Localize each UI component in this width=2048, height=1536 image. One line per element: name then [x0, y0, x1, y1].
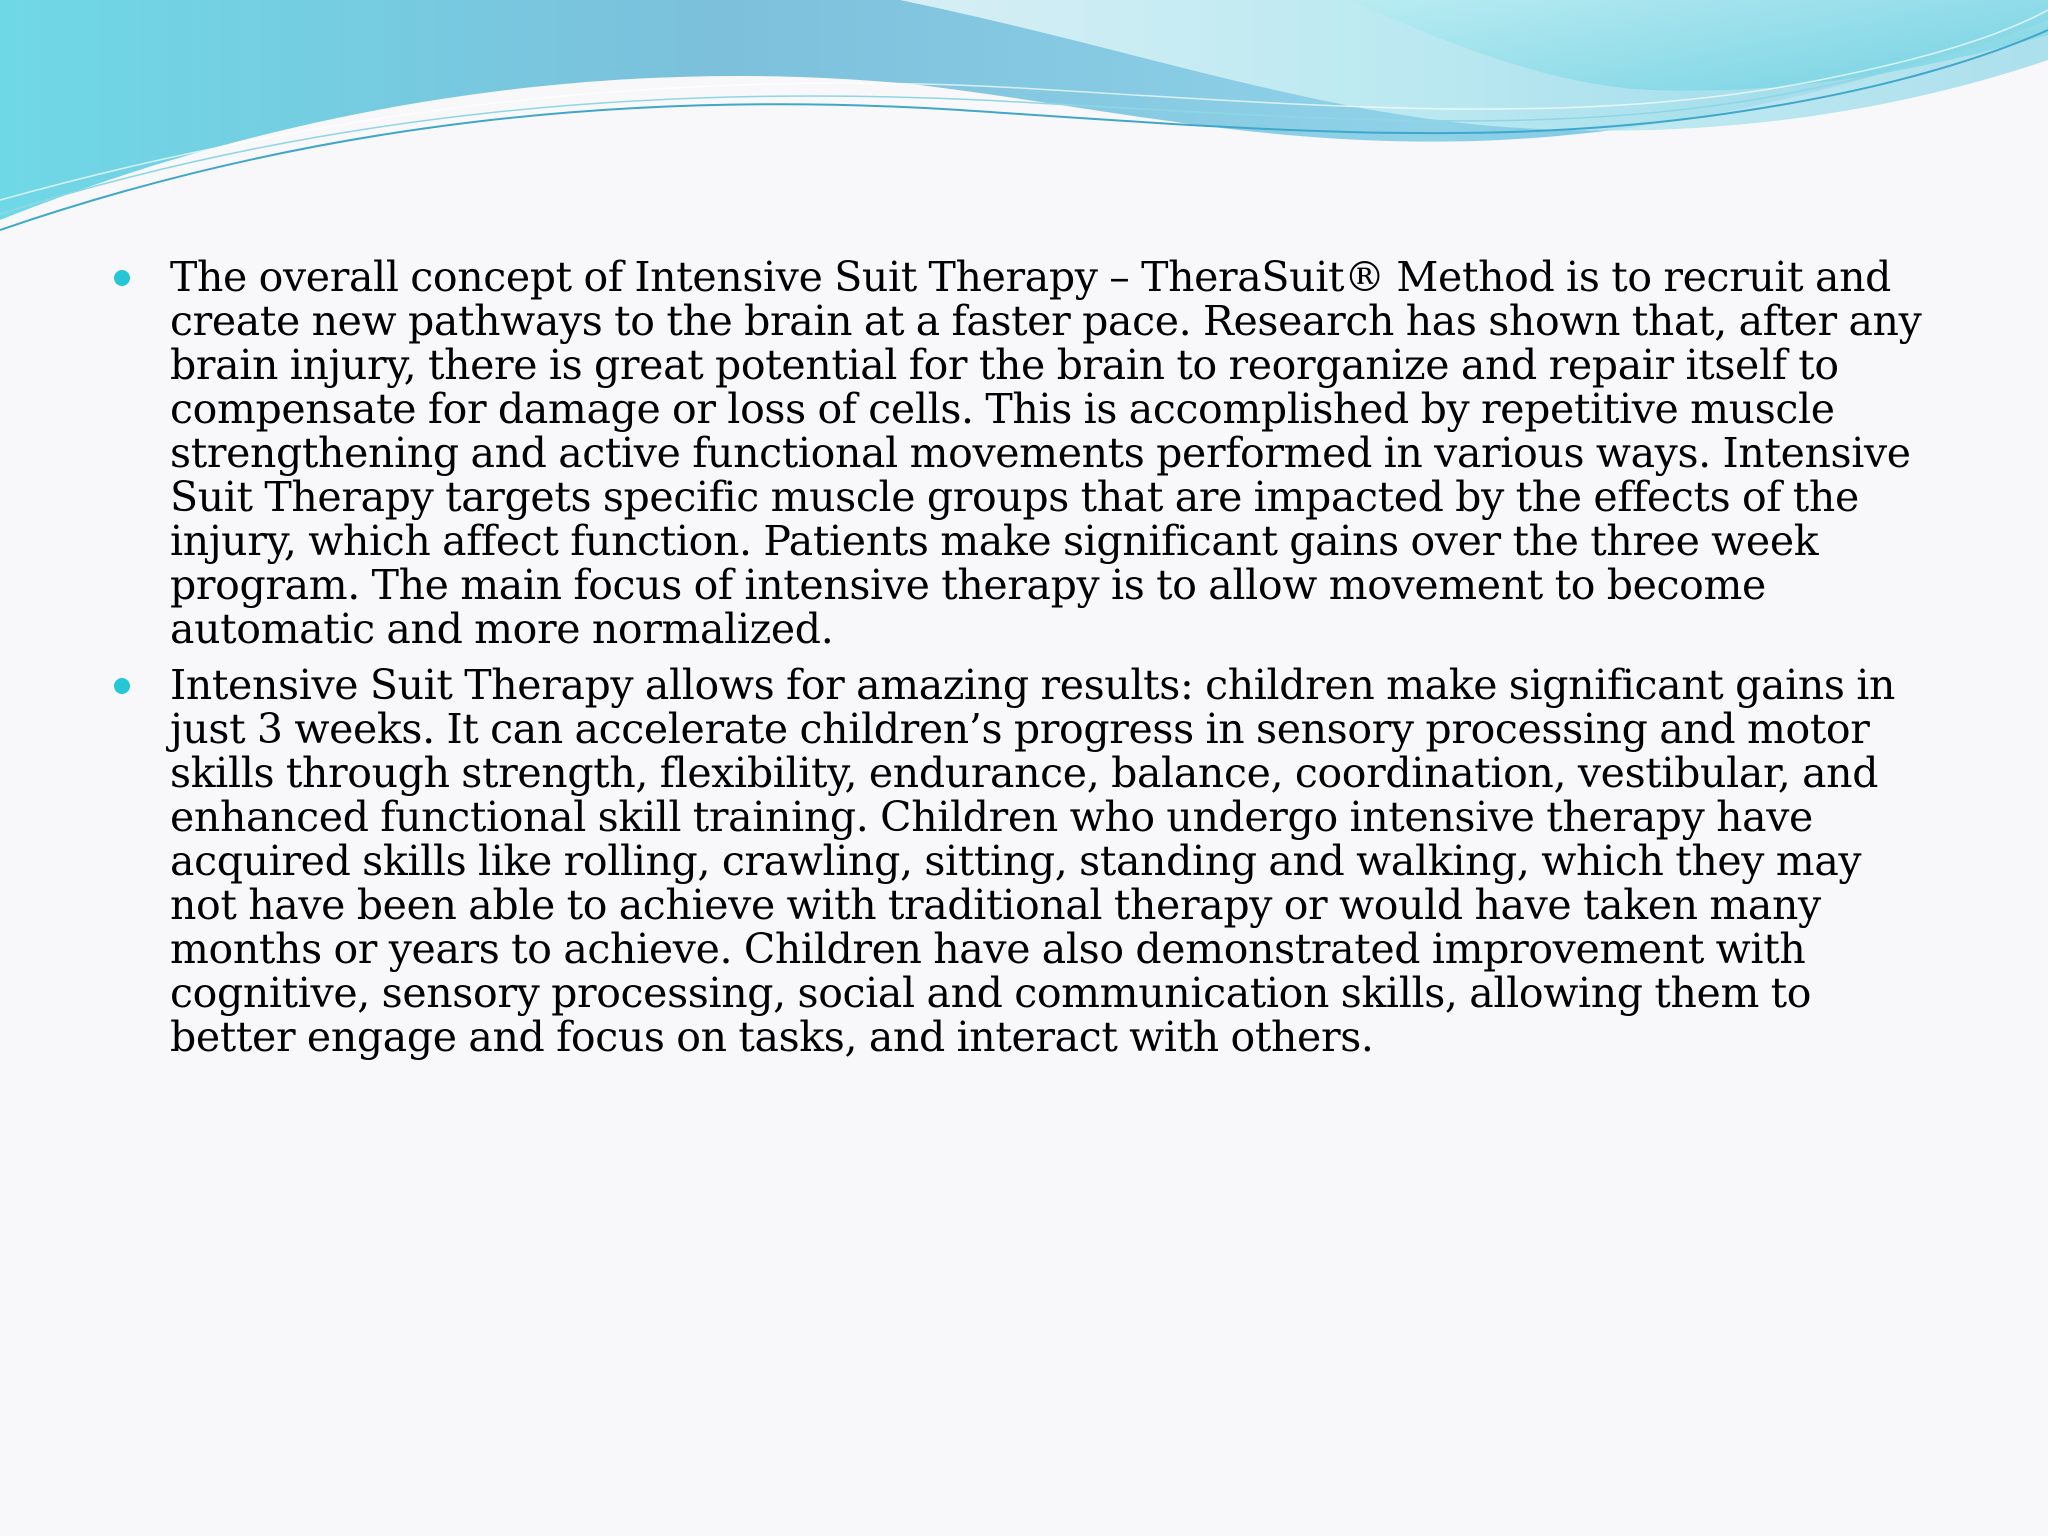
- decorative-wave-header: [0, 0, 2048, 240]
- bullet-item: [170, 663, 1930, 1059]
- bullet-text: The overall concept of Intensive Suit Therapy – TheraSuit® Method is to recruit and create new pathways to the brain at a faster pace. Research has shown that, after any brain injury, there is great potential for the brain to reorganize and repair itself to compensate for damage or loss of cells. This is accomplished by repetitive muscle strengthening and active functional movements performed in various ways. Intensive Suit Therapy targets specific muscle groups that are impacted by the effects of the injury, which affect function. Patients make significant gains over the three week program. The main focus of intensive therapy is to allow movement to become automatic and more normalized.: [170, 253, 1922, 653]
- bullet-list: [170, 255, 1930, 1059]
- bullet-item: [170, 255, 1930, 651]
- bullet-text: Intensive Suit Therapy allows for amazing results: children make significant gains in just 3 weeks. It can accelerate children’s progress in sensory processing and motor skills through strength, flexibility, endurance, balance, coordination, vestibular, and enhanced functional skill training. Children who undergo intensive therapy have acquired skills like rolling, crawling, sitting, standing and walking, which they may not have been able to achieve with traditional therapy or would have taken many months or years to achieve. Children have also demonstrated improvement with cognitive, sensory processing, social and communication skills, allowing them to better engage and focus on tasks, and interact with others.: [170, 661, 1896, 1061]
- bullet-dot-icon: [114, 678, 130, 694]
- bullet-dot-icon: [114, 270, 130, 286]
- slide-content: [170, 255, 1930, 1071]
